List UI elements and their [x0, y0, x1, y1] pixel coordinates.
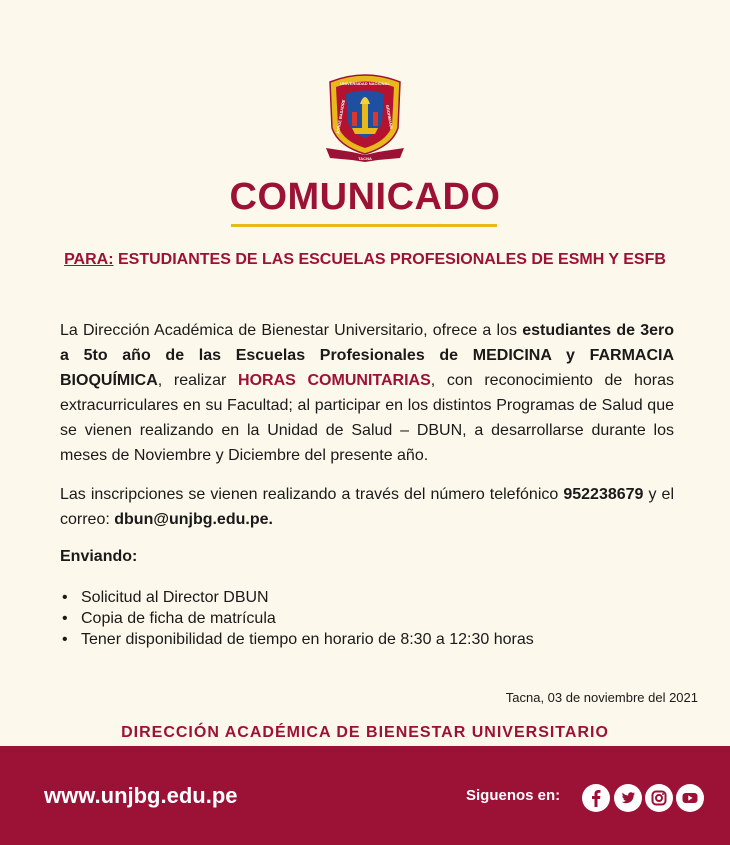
- announcement-paragraph: [60, 318, 674, 468]
- recipients-text: ESTUDIANTES DE LAS ESCUELAS PROFESIONALES DE ESMH Y ESFB: [113, 251, 666, 268]
- list-item: • Solicitud al Director DBUN: [62, 589, 269, 606]
- paragraph-mid: , realizar: [157, 372, 239, 389]
- registration-mid: y el correo:: [60, 486, 675, 528]
- follow-label: Siguenos en:: [466, 787, 561, 804]
- recipients-label: PARA:: [64, 251, 114, 268]
- title-underline: [231, 224, 497, 227]
- twitter-icon[interactable]: [614, 784, 642, 812]
- crest-top-text: UNIVERSIDAD NACIONAL: [340, 81, 390, 86]
- website-link[interactable]: www.unjbg.edu.pe: [44, 783, 238, 808]
- issue-date: Tacna, 03 de noviembre del 2021: [505, 690, 698, 705]
- list-item: • Tener disponibilidad de tiempo en horario de 8:30 a 12:30 horas: [62, 631, 534, 648]
- requirements-list: [60, 587, 534, 650]
- instagram-icon[interactable]: [645, 784, 673, 812]
- svg-text:JORGE BASADRE: JORGE BASADRE: [335, 99, 347, 135]
- page-title: COMUNICADO: [229, 176, 501, 218]
- university-crest-logo: [322, 72, 408, 162]
- community-hours-highlight: HORAS COMUNITARIAS: [238, 372, 431, 389]
- department-signature: DIRECCIÓN ACADÉMICA DE BIENESTAR UNIVERSITARIO: [121, 724, 609, 741]
- facebook-icon[interactable]: [582, 784, 610, 812]
- registration-paragraph: [60, 482, 674, 532]
- requirements-heading: Enviando:: [60, 548, 138, 565]
- target-students: estudiantes de 3ero a 5to año de las Escuelas Profesionales de MEDICINA y FARMACIA BIOQUÍMICA: [60, 322, 675, 389]
- paragraph-rest: , con reconocimiento de horas extracurriculares en su Facultad; al participar en los distintos Programas de Salud que se vienen realizando en la Unidad de Salud – DBUN, a desarrollarse durante los meses de Noviembre y Diciembre del presente año.: [60, 372, 675, 464]
- recipients-line: [60, 250, 670, 269]
- list-item: • Copia de ficha de matrícula: [62, 610, 276, 627]
- paragraph-intro: La Dirección Académica de Bienestar Universitario, ofrece a los: [60, 322, 523, 339]
- svg-text:GROHMANN: GROHMANN: [384, 104, 395, 129]
- registration-intro: Las inscripciones se vienen realizando a través del número telefónico: [60, 486, 564, 503]
- contact-email: dbun@unjbg.edu.pe.: [114, 511, 273, 528]
- footer-bar: [0, 746, 730, 845]
- crest-ribbon-text: TACNA: [358, 156, 372, 161]
- youtube-icon[interactable]: [676, 784, 704, 812]
- phone-number: 952238679: [563, 486, 644, 503]
